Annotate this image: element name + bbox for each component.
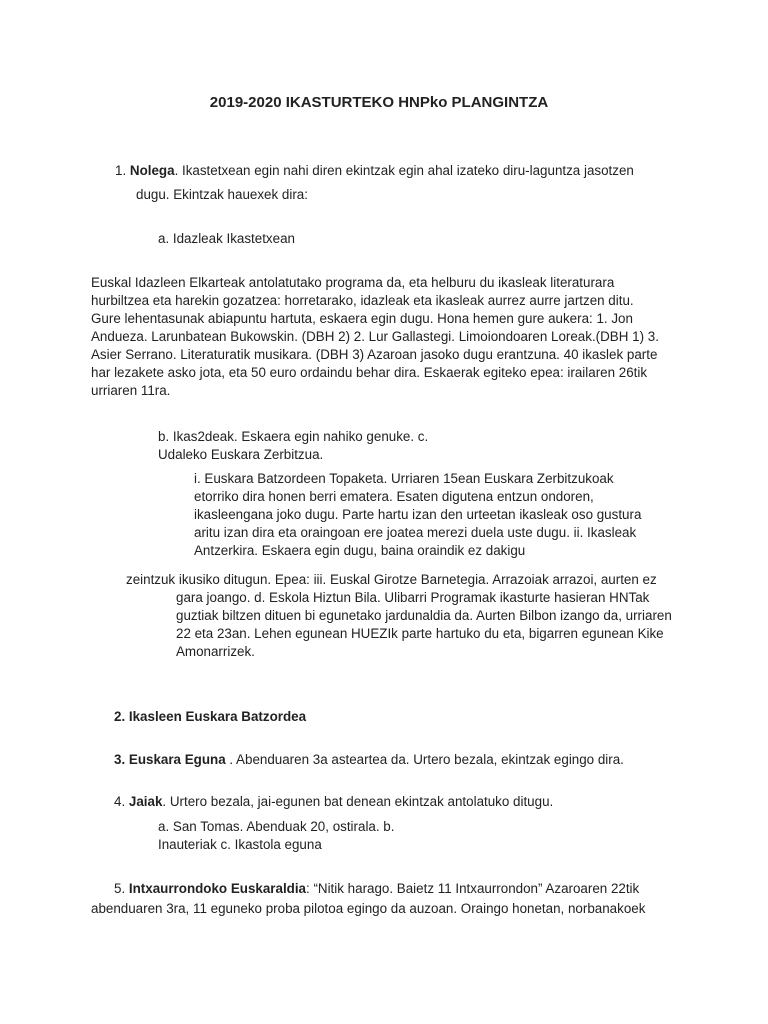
- item-4-number: 4.: [114, 794, 126, 809]
- paragraph-line: Euskal Idazleen Elkarteak antolatutako programa da, eta helburu du ikasleak literaturara: [91, 275, 615, 290]
- paragraph-zeintzuk-first: zeintzuk ikusiko ditugun. Epea: iii. Euskal Girotze Barnetegia. Arrazoiak arrazoi, aurten ez: [126, 572, 657, 587]
- item-3-text: . Abenduaren 3a asteartea da. Urtero bezala, ekintzak egingo dira.: [225, 752, 624, 767]
- paragraph-line: 22 eta 23an. Lehen egunean HUEZIk parte hartuko du eta, bigarren egunean Kike: [176, 626, 664, 641]
- item-1-text: . Ikastetxean egin nahi diren ekintzak egin ahal izateko diru-laguntza jasotzen: [174, 163, 634, 178]
- item-4-heading: Jaiak: [128, 794, 163, 809]
- paragraph-line: har lezakete asko jota, eta 50 euro ordaindu behar dira. Eskaerak egiteko epea: irailaren 26tik: [91, 365, 648, 380]
- paragraph-idazleak: [91, 274, 659, 400]
- paragraph-zeintzuk: [176, 589, 672, 661]
- item-1-heading: Nolega: [129, 163, 175, 178]
- sub-item-i-line: Antzerkira. Eskaera egin dugu, baina oraindik ez dakigu: [194, 543, 526, 558]
- item-5-number: 5.: [114, 881, 126, 896]
- item-2: [114, 708, 306, 726]
- item-5-text: : “Nitik harago. Baietz 11 Intxaurrondon” Azaroaren 22tik: [306, 881, 640, 896]
- sub-item-i: [194, 470, 641, 560]
- sub-item-i-line: ikasleengana joko dugu. Parte hartu izan den urteetan ikasleak oso gustura: [194, 507, 642, 522]
- item-5-heading: Intxaurrondoko Euskaraldia: [128, 881, 307, 896]
- item-1-number: 1.: [115, 163, 127, 178]
- item-2-heading: 2. Ikasleen Euskara Batzordea: [114, 709, 307, 724]
- item-3-heading: 3. Euskara Eguna: [114, 752, 226, 767]
- item-4-sub-line: Inauteriak c. Ikastola eguna: [158, 837, 322, 852]
- paragraph-line: Asier Serrano. Literaturatik musikara. (DBH 3) Azaroan jasoko dugu erantzuna. 40 ikaslek parte: [91, 347, 658, 362]
- paragraph-line: Gure lehentasunak abiapuntu hartuta, eskaera egin dugu. Hona hemen gure aukera: 1. Jon: [91, 311, 633, 326]
- sub-item-i-line: etorriko dira honen berri ematera. Esaten digutena entzun ondoren,: [194, 489, 594, 504]
- paragraph-line: urriaren 11ra.: [91, 383, 171, 398]
- paragraph-line: gara joango. d. Eskola Hiztun Bila. Ulibarri Programak ikasturte hasieran HNTak: [176, 590, 650, 605]
- sub-item-i-line: i. Euskara Batzordeen Topaketa. Urriaren 15ean Euskara Zerbitzukoak: [194, 471, 614, 486]
- item-4-text: . Urtero bezala, jai-egunen bat denean ekintzak antolatuko ditugu.: [162, 794, 554, 809]
- paragraph-line: Andueza. Larunbatean Bukowskin. (DBH 2) 2. Lur Gallastegi. Limoiondoaren Loreak.(DBH 1) 3.: [91, 329, 659, 344]
- page-title: 2019-2020 IKASTURTEKO HNPko PLANGINTZA: [209, 94, 549, 111]
- item-4-subitems: [158, 818, 394, 854]
- sub-item-i-line: aritu izan dira eta oraingoan ere joatea merezi duela uste dugu. ii. Ikasleak: [194, 525, 637, 540]
- item-5-line-1: [114, 880, 639, 898]
- item-5-line-2: abenduaren 3ra, 11 eguneko proba pilotoa egingo da auzoan. Oraingo honetan, norbanakoek: [91, 901, 646, 916]
- item-4: [114, 793, 553, 811]
- item-4-sub-line: a. San Tomas. Abenduak 20, ostirala. b.: [158, 819, 395, 834]
- paragraph-line: hurbiltzea eta harekin gozatzea: horretarako, idazleak eta ikasleak aurrez aurre jartzen ditu.: [91, 293, 634, 308]
- paragraph-line: Amonarrizek.: [176, 644, 255, 659]
- sub-item-b-line: b. Ikas2deak. Eskaera egin nahiko genuke. c.: [158, 429, 429, 444]
- item-3: [114, 751, 624, 769]
- item-1-line-2: dugu. Ekintzak hauexek dira:: [136, 187, 308, 202]
- sub-item-b: [158, 428, 428, 464]
- sub-item-a: a. Idazleak Ikastetxean: [158, 231, 295, 246]
- paragraph-line: guztiak biltzen dituen bi egunetako jardunaldia da. Aurten Bilbon izango da, urriaren: [176, 608, 672, 623]
- item-1-line-1: [115, 162, 634, 180]
- sub-item-b-line: Udaleko Euskara Zerbitzua.: [158, 447, 324, 462]
